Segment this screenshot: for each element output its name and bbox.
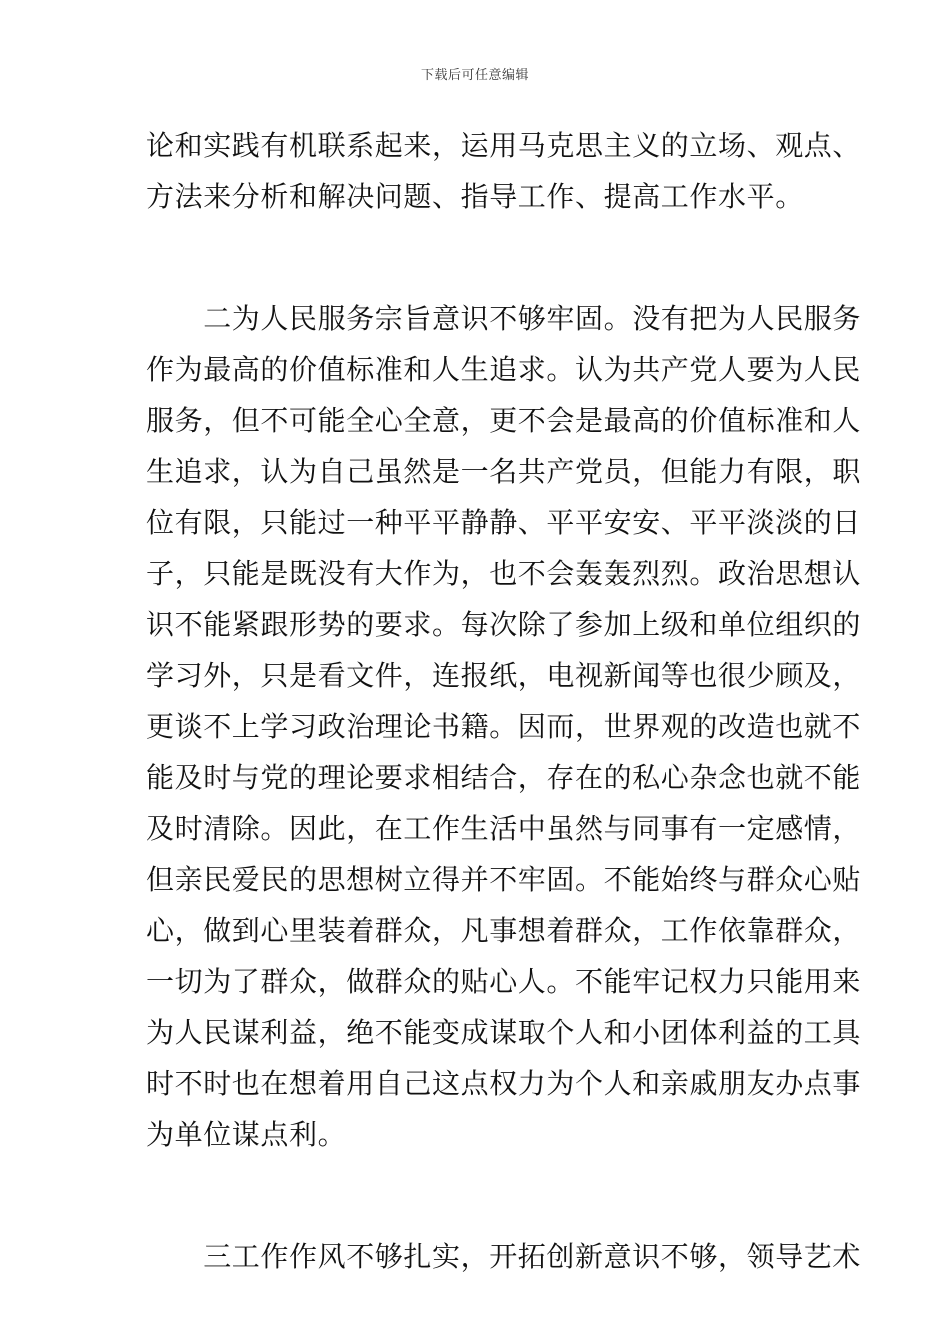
text-line: 识不能紧跟形势的要求。每次除了参加上级和单位组织的: [146, 608, 862, 641]
text-line: 及时清除。因此，在工作生活中虽然与同事有一定感情，: [146, 812, 862, 845]
text-line: 但亲民爱民的思想树立得并不牢固。不能始终与群众心贴: [146, 863, 862, 896]
text-line: 论和实践有机联系起来，运用马克思主义的立场、观点、: [146, 129, 862, 162]
text-line: 三工作作风不够扎实，开拓创新意识不够，领导艺术: [146, 1240, 862, 1273]
text-line: 生追求，认为自己虽然是一名共产党员，但能力有限，职: [146, 455, 862, 488]
text-line: 二为人民服务宗旨意识不够牢固。没有把为人民服务: [146, 302, 862, 335]
paragraph-3: [146, 1231, 862, 1282]
text-line: 作为最高的价值标准和人生追求。认为共产党人要为人民: [146, 353, 862, 386]
text-line: 服务，但不可能全心全意，更不会是最高的价值标准和人: [146, 404, 862, 437]
text-line: 能及时与党的理论要求相结合，存在的私心杂念也就不能: [146, 761, 862, 794]
document-body: [146, 120, 862, 1282]
text-line: 位有限，只能过一种平平静静、平平安安、平平淡淡的日: [146, 506, 862, 539]
text-line: 子，只能是既没有大作为，也不会轰轰烈烈。政治思想认: [146, 557, 862, 590]
text-line: 更谈不上学习政治理论书籍。因而，世界观的改造也就不: [146, 710, 862, 743]
text-line: 心，做到心里装着群众，凡事想着群众，工作依靠群众，: [146, 914, 862, 947]
text-line: 为单位谋点利。: [146, 1118, 347, 1151]
text-line: 时不时也在想着用自己这点权力为个人和亲戚朋友办点事: [146, 1067, 862, 1100]
text-line: 为人民谋利益，绝不能变成谋取个人和小团体利益的工具: [146, 1016, 862, 1049]
page-header: 下载后可任意编辑: [420, 68, 529, 83]
text-line: 方法来分析和解决问题、指导工作、提高工作水平。: [146, 180, 804, 213]
paragraph-2: [146, 293, 862, 1160]
text-line: 一切为了群众，做群众的贴心人。不能牢记权力只能用来: [146, 965, 862, 998]
text-line: 学习外，只是看文件，连报纸，电视新闻等也很少顾及，: [146, 659, 862, 692]
paragraph-1: [146, 120, 862, 222]
